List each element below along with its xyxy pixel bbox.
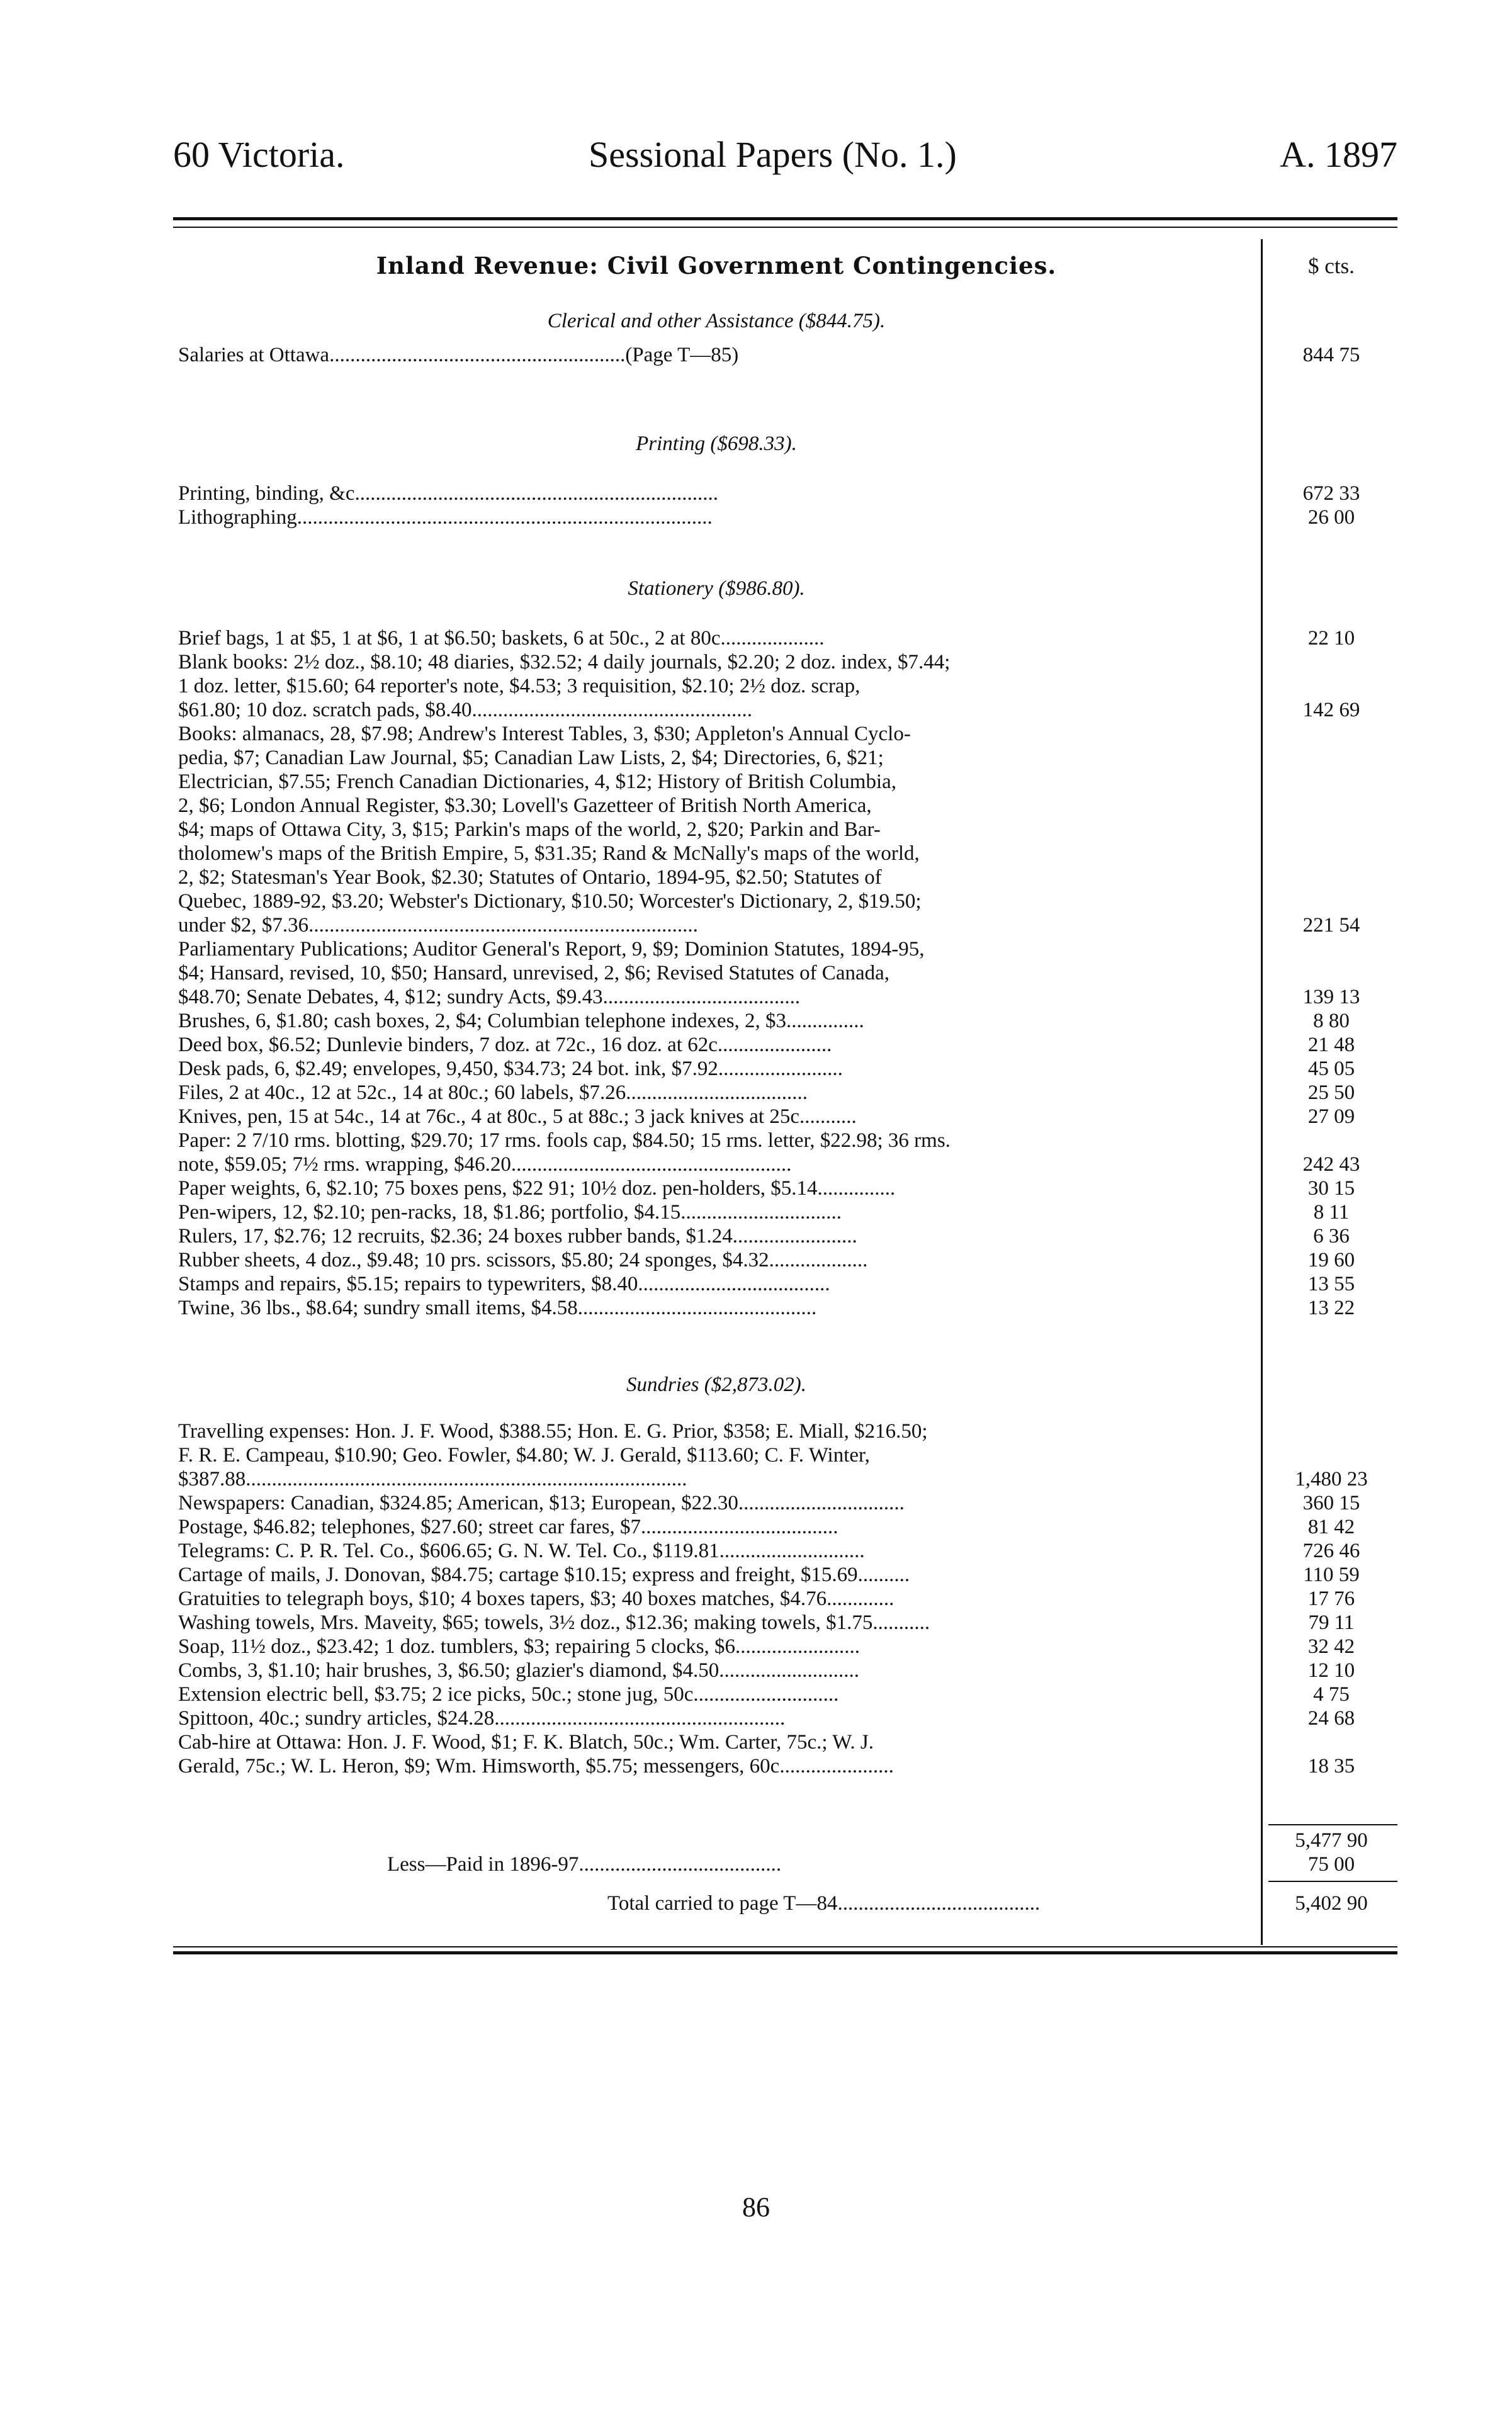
entry-amount: 13 22	[1307, 1297, 1355, 1319]
entry-amount: 19 60	[1307, 1249, 1355, 1271]
entry-line: pedia, $7; Canadian Law Journal, $5; Canadian Law Lists, 2, $4; Directories, 6, $21;	[178, 747, 884, 769]
less-paid-amount: 75 00	[1307, 1853, 1355, 1876]
entry-line: tholomew's maps of the British Empire, 5, $31.35; Rand & McNally's maps of the world,	[178, 842, 920, 865]
entry-amount: 726 46	[1302, 1540, 1360, 1562]
entry-amount: 25 50	[1307, 1081, 1355, 1104]
entry-amount: 13 55	[1307, 1273, 1355, 1295]
amount-column-header: $ cts.	[1308, 254, 1355, 278]
entry-line: $48.70; Senate Debates, 4, $12; sundry Acts, $9.43......................................	[178, 986, 801, 1008]
entry-amount: 27 09	[1307, 1105, 1355, 1128]
entry-amount: 21 48	[1307, 1034, 1355, 1056]
entry-amount: 139 13	[1302, 986, 1360, 1008]
entry-line: Travelling expenses: Hon. J. F. Wood, $388.55; Hon. E. G. Prior, $358; E. Miall, $216.50;	[178, 1420, 928, 1443]
entry-line: Brief bags, 1 at $5, 1 at $6, 1 at $6.50; baskets, 6 at 50c., 2 at 80c....................	[178, 627, 825, 650]
entry-line: $4; Hansard, revised, 10, $50; Hansard, unrevised, 2, $6; Revised Statutes of Canada,	[178, 962, 890, 984]
entry-line: Deed box, $6.52; Dunlevie binders, 7 doz. at 72c., 16 doz. at 62c......................	[178, 1034, 832, 1056]
entry-line: Blank books: 2½ doz., $8.10; 48 diaries, $32.52; 4 daily journals, $2.20; 2 doz. index, $7.44;	[178, 651, 951, 673]
entry-line: Salaries at Ottawa.........................................................(Page T—85)	[178, 344, 739, 366]
entry-amount: 17 76	[1307, 1587, 1355, 1610]
entry-line: $387.88.....................................................................................	[178, 1468, 687, 1491]
entry-amount: 142 69	[1302, 699, 1360, 721]
section-heading: Clerical and other Assistance ($844.75).	[547, 310, 886, 332]
entry-amount: 45 05	[1307, 1057, 1355, 1080]
entry-amount: 221 54	[1302, 914, 1360, 937]
total-amount: 5,402 90	[1295, 1892, 1368, 1915]
entry-amount: 6 36	[1313, 1225, 1350, 1248]
entry-line: Paper weights, 6, $2.10; 75 boxes pens, $22 91; 10½ doz. pen-holders, $5.14...............	[178, 1177, 896, 1200]
section-heading: Stationery ($986.80).	[628, 577, 805, 600]
entry-line: Soap, 11½ doz., $23.42; 1 doz. tumblers, $3; repairing 5 clocks, $6........................	[178, 1635, 860, 1658]
entry-amount: 242 43	[1302, 1153, 1360, 1176]
entry-line: 2, $2; Statesman's Year Book, $2.30; Statutes of Ontario, 1894-95, $2.50; Statutes of	[178, 866, 882, 889]
entry-line: Combs, 3, $1.10; hair brushes, 3, $6.50; glazier's diamond, $4.50...........................	[178, 1659, 860, 1682]
entry-line: Twine, 36 lbs., $8.64; sundry small items, $4.58..............................................	[178, 1297, 817, 1319]
footer-rule-thin	[173, 1946, 1397, 1947]
entry-amount: 22 10	[1307, 627, 1355, 650]
header-session: 60 Victoria.	[173, 134, 345, 175]
footer-rule-thick	[173, 1951, 1397, 1954]
entry-line: Gratuities to telegraph boys, $10; 4 boxes tapers, $3; 40 boxes matches, $4.76.............	[178, 1587, 894, 1610]
page-number: 86	[742, 2192, 770, 2223]
entry-amount: 844 75	[1302, 344, 1360, 366]
entry-line: F. R. E. Campeau, $10.90; Geo. Fowler, $4.80; W. J. Gerald, $113.60; C. F. Winter,	[178, 1444, 870, 1467]
ledger-table	[173, 239, 1397, 1945]
entry-line: Printing, binding, &c......................................................................	[178, 482, 718, 505]
entry-amount: 8 11	[1313, 1201, 1350, 1224]
entry-amount: 110 59	[1303, 1564, 1360, 1586]
header-year: A. 1897	[1280, 134, 1397, 175]
total-rule	[1268, 1881, 1397, 1882]
entry-amount: 672 33	[1302, 482, 1360, 505]
header-rule-thin	[173, 227, 1397, 228]
entry-amount: 81 42	[1307, 1516, 1355, 1538]
entry-line: Cartage of mails, J. Donovan, $84.75; cartage $10.15; express and freight, $15.69..........	[178, 1564, 910, 1586]
entry-line: Files, 2 at 40c., 12 at 52c., 14 at 80c.; 60 labels, $7.26...................................	[178, 1081, 808, 1104]
entry-line: under $2, $7.36...........................................................................	[178, 914, 698, 937]
entry-line: $61.80; 10 doz. scratch pads, $8.40......................................................	[178, 699, 752, 721]
entry-amount: 26 00	[1307, 506, 1355, 529]
entry-amount: 30 15	[1307, 1177, 1355, 1200]
entry-line: Spittoon, 40c.; sundry articles, $24.28........................................................	[178, 1707, 786, 1730]
entry-line: Knives, pen, 15 at 54c., 14 at 76c., 4 at 80c., 5 at 88c.; 3 jack knives at 25c...........	[178, 1105, 857, 1128]
entry-line: Lithographing................................................................................	[178, 506, 713, 529]
section-heading: Sundries ($2,873.02).	[626, 1373, 806, 1396]
entry-line: Telegrams: C. P. R. Tel. Co., $606.65; G. N. W. Tel. Co., $119.81............................	[178, 1540, 865, 1562]
entry-line: Stamps and repairs, $5.15; repairs to typewriters, $8.40.....................................	[178, 1273, 830, 1295]
entry-line: 2, $6; London Annual Register, $3.30; Lovell's Gazetteer of British North America,	[178, 794, 872, 817]
total-label: Total carried to page T—84.......................................	[607, 1892, 1041, 1915]
entry-amount: 24 68	[1307, 1707, 1355, 1730]
entry-line: 1 doz. letter, $15.60; 64 reporter's note, $4.53; 3 requisition, $2.10; 2½ doz. scrap,	[178, 675, 860, 697]
entry-line: Cab-hire at Ottawa: Hon. J. F. Wood, $1; F. K. Blatch, 50c.; Wm. Carter, 75c.; W. J.	[178, 1731, 874, 1754]
entry-line: Paper: 2 7/10 rms. blotting, $29.70; 17 rms. fools cap, $84.50; 15 rms. letter, $22.98; 36 rms.	[178, 1129, 951, 1152]
column-divider	[1261, 239, 1263, 1945]
running-header	[173, 132, 1397, 201]
section-heading: Printing ($698.33).	[636, 432, 797, 455]
entry-line: Rulers, 17, $2.76; 12 recruits, $2.36; 24 boxes rubber bands, $1.24........................	[178, 1225, 857, 1248]
entry-amount: 8 80	[1313, 1010, 1350, 1032]
entry-line: Gerald, 75c.; W. L. Heron, $9; Wm. Himsworth, $5.75; messengers, 60c......................	[178, 1755, 894, 1778]
subtotal-amount: 5,477 90	[1295, 1829, 1368, 1852]
entry-line: Desk pads, 6, $2.49; envelopes, 9,450, $34.73; 24 bot. ink, $7.92........................	[178, 1057, 843, 1080]
header-rule-thick	[173, 217, 1397, 220]
entry-line: Electrician, $7.55; French Canadian Dictionaries, 4, $12; History of British Columbia,	[178, 770, 897, 793]
entry-line: Parliamentary Publications; Auditor General's Report, 9, $9; Dominion Statutes, 1894-95,	[178, 938, 925, 961]
less-paid-label: Less—Paid in 1896-97.......................................	[387, 1853, 782, 1876]
entry-line: Newspapers: Canadian, $324.85; American, $13; European, $22.30................................	[178, 1492, 905, 1514]
subtotal-rule	[1268, 1824, 1397, 1825]
entry-amount: 32 42	[1307, 1635, 1355, 1658]
entry-line: Books: almanacs, 28, $7.98; Andrew's Interest Tables, 3, $30; Appleton's Annual Cyclo-	[178, 723, 911, 745]
entry-line: note, $59.05; 7½ rms. wrapping, $46.20......................................................	[178, 1153, 792, 1176]
entry-amount: 360 15	[1302, 1492, 1360, 1514]
entry-line: Brushes, 6, $1.80; cash boxes, 2, $4; Columbian telephone indexes, 2, $3...............	[178, 1010, 864, 1032]
header-title: Sessional Papers (No. 1.)	[589, 134, 957, 175]
table-title: Inland Revenue: Civil Government Contingencies.	[376, 252, 1057, 279]
entry-amount: 79 11	[1308, 1611, 1355, 1634]
entry-line: Pen-wipers, 12, $2.10; pen-racks, 18, $1.86; portfolio, $4.15...............................	[178, 1201, 842, 1224]
entry-amount: 4 75	[1313, 1683, 1350, 1706]
entry-line: $4; maps of Ottawa City, 3, $15; Parkin's maps of the world, 2, $20; Parkin and Bar-	[178, 818, 881, 841]
entry-line: Quebec, 1889-92, $3.20; Webster's Dictionary, $10.50; Worcester's Dictionary, 2, $19.50;	[178, 890, 922, 913]
entry-line: Rubber sheets, 4 doz., $9.48; 10 prs. scissors, $5.80; 24 sponges, $4.32...................	[178, 1249, 868, 1271]
entry-amount: 12 10	[1307, 1659, 1355, 1682]
entry-line: Washing towels, Mrs. Maveity, $65; towels, 3½ doz., $12.36; making towels, $1.75...........	[178, 1611, 930, 1634]
entry-amount: 18 35	[1307, 1755, 1355, 1778]
entry-line: Postage, $46.82; telephones, $27.60; street car fares, $7......................................	[178, 1516, 838, 1538]
entry-amount: 1,480 23	[1295, 1468, 1368, 1491]
entry-line: Extension electric bell, $3.75; 2 ice picks, 50c.; stone jug, 50c............................	[178, 1683, 839, 1706]
